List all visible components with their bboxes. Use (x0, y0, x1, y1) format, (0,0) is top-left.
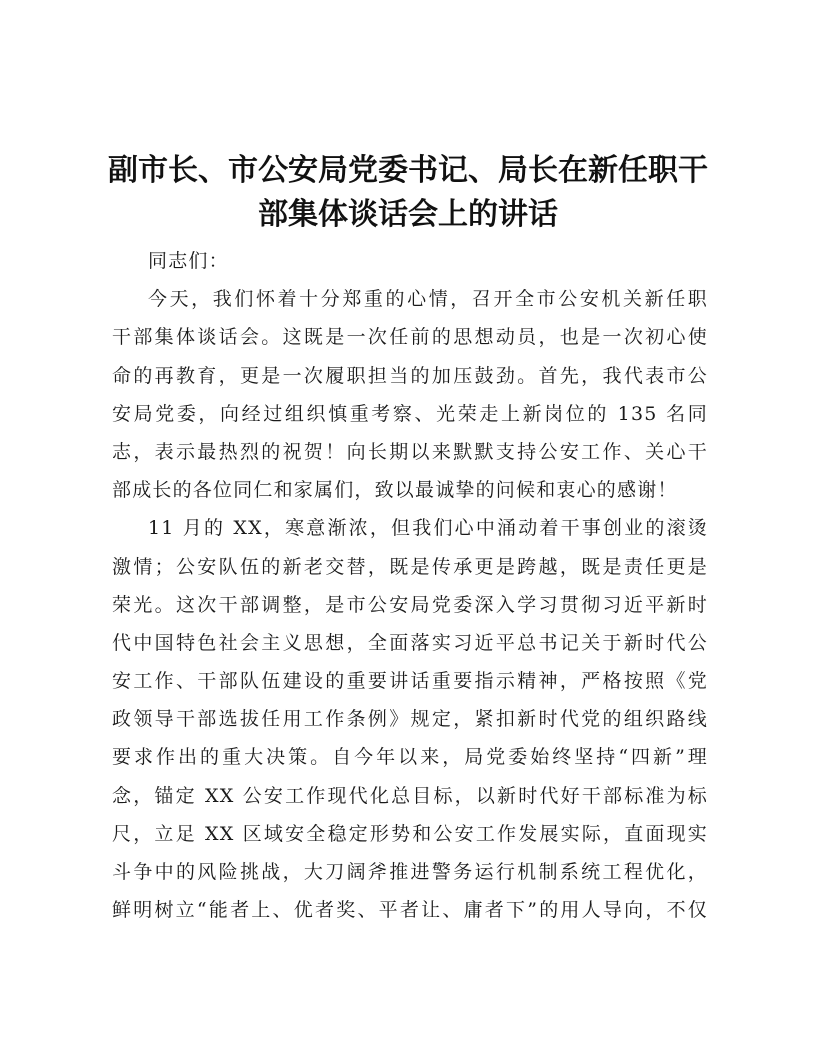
document-body (112, 242, 708, 929)
paragraph-line: 斗争中的风险挑战，大刀阔斧推进警务运行机制系统工程优化， (112, 861, 708, 883)
paragraph-line: 干部集体谈话会。这既是一次任前的思想动员，也是一次初心使 (112, 326, 708, 349)
paragraph-2 (112, 509, 708, 929)
paragraph-line: 鲜明树立“能者上、优者奖、平者让、庸者下”的用人导向，不仅 (112, 899, 708, 922)
paragraph-line: 政领导干部选拔任用工作条例》规定，紧扣新时代党的组织路线 (112, 708, 708, 731)
paragraph-line: 部成长的各位同仁和家属们，致以最诚挚的问候和衷心的感谢！ (112, 479, 678, 502)
paragraph-line: 荣光。这次干部调整，是市公安局党委深入学习贯彻习近平新时 (112, 593, 708, 616)
paragraph-line: 代中国特色社会主义思想，全面落实习近平总书记关于新时代公 (112, 631, 708, 654)
paragraph-line: 志，表示最热烈的祝贺！向长期以来默默支持公安工作、关心干 (112, 440, 708, 463)
paragraph-1 (112, 280, 708, 509)
paragraph-line: 命的再教育，更是一次履职担当的加压鼓劲。首先，我代表市公 (112, 364, 708, 387)
paragraph-line: 激情；公安队伍的新老交替，既是传承更是跨越，既是责任更是 (112, 555, 708, 578)
salutation: 同志们： (148, 250, 229, 272)
paragraph-line: 今天，我们怀着十分郑重的心情，召开全市公安机关新任职 (148, 288, 708, 311)
paragraph-line: 安局党委，向经过组织慎重考察、光荣走上新岗位的 135 名同 (112, 402, 708, 425)
document-title-line-2: 部集体谈话会上的讲话 (258, 197, 558, 232)
paragraph-line: 安工作、干部队伍建设的重要讲话重要指示精神，严格按照《党 (112, 670, 708, 693)
paragraph-line: 要求作出的重大决策。自今年以来，局党委始终坚持“四新”理 (112, 746, 708, 769)
paragraph-line: 11 月的 XX，寒意渐浓，但我们心中涌动着干事创业的滚烫 (148, 517, 708, 540)
document-title-line-1: 副市长、市公安局党委书记、局长在新任职干 (108, 153, 708, 188)
paragraph-line: 尺，立足 XX 区域安全稳定形势和公安工作发展实际，直面现实 (112, 822, 708, 845)
paragraph-line: 念，锚定 XX 公安工作现代化总目标，以新时代好干部标准为标 (112, 784, 708, 807)
